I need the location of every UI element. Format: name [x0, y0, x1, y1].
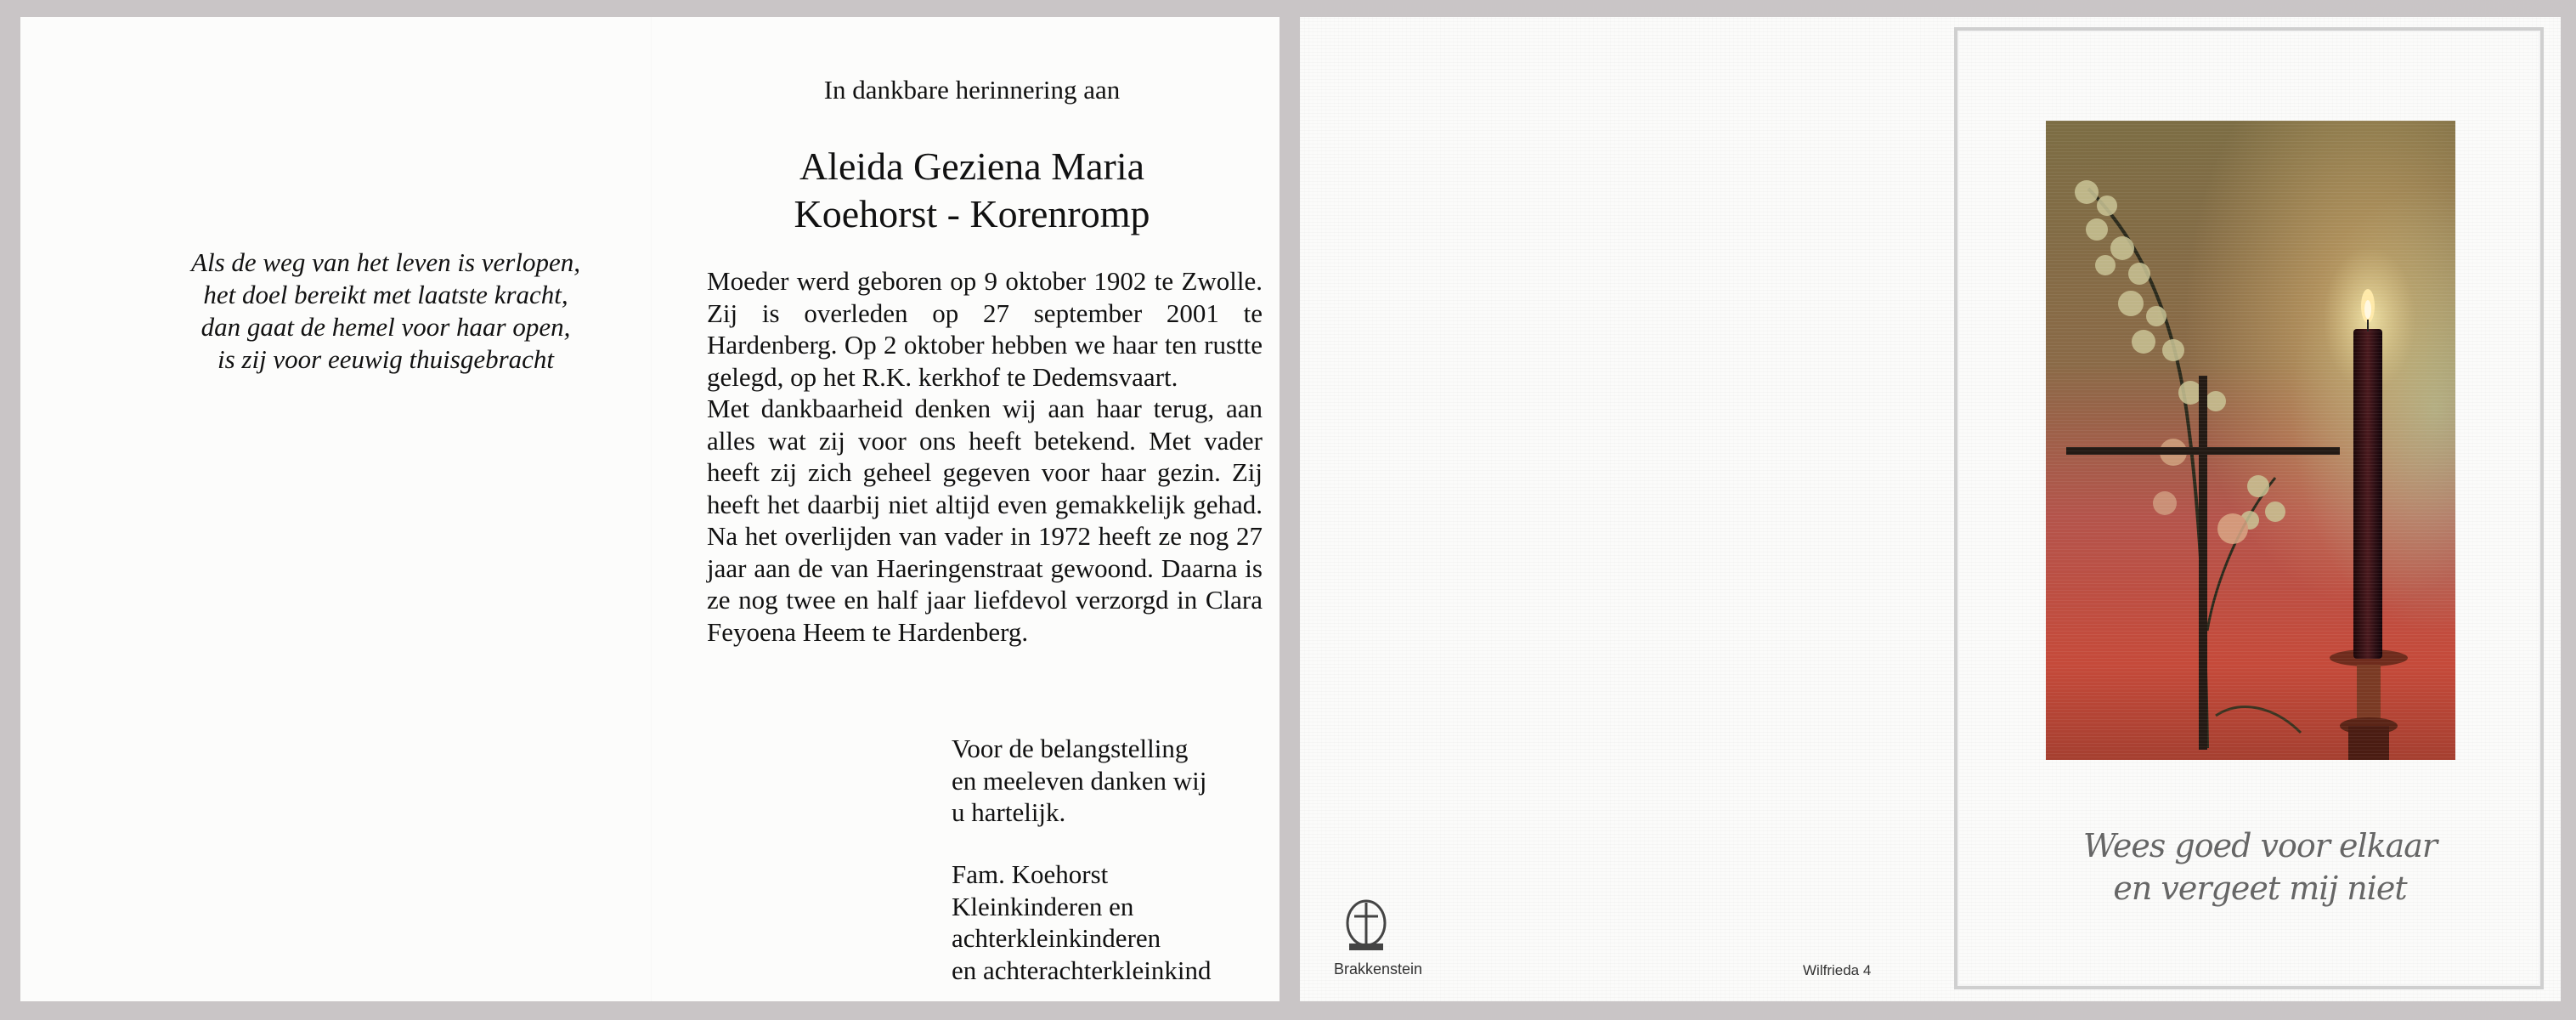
- bio-paragraph-1: Moeder werd geboren op 9 oktober 1902 te Zwolle. Zij is overleden op 27 september 2001 te Hardenberg. Op 2 oktober hebben we haar ten rustte gelegd, op het R.K. kerkhof te Dedemsvaart.: [707, 266, 1263, 392]
- card-code: Wilfrieda 4: [1803, 962, 1872, 978]
- name-line-1: Aleida Geziena Maria: [799, 144, 1145, 188]
- signature-line-4: en achterachterkleinkind: [952, 955, 1212, 985]
- card-inner-page: [20, 17, 1280, 1001]
- name-line-2: Koehorst - Korenromp: [794, 192, 1150, 235]
- signature-line-2: Kleinkinderen en: [952, 891, 1134, 921]
- thanks-text: [952, 733, 1274, 829]
- poem-line-3: dan gaat de hemel voor haar open,: [201, 312, 571, 342]
- poem-line-1: Als de weg van het leven is verlopen,: [191, 247, 580, 277]
- signature-line-3: achterkleinkinderen: [952, 923, 1161, 953]
- candle-cross-photo: [2046, 121, 2455, 760]
- biography: [707, 265, 1263, 648]
- card-cover-page: [1300, 17, 2561, 1001]
- poem-line-2: het doel bereikt met laatste kracht,: [203, 280, 568, 309]
- motto-line-1: Wees goed voor elkaar: [2082, 827, 2438, 864]
- family-signature: [952, 858, 1274, 986]
- publisher-name: Brakkenstein: [1334, 960, 1423, 978]
- fold-line: [651, 17, 652, 1001]
- poem-line-4: is zij voor eeuwig thuisgebracht: [217, 344, 555, 374]
- deceased-name: [683, 143, 1261, 238]
- intro-text: In dankbare herinnering aan: [823, 75, 1121, 105]
- motto-line-2: en vergeet mij niet: [2113, 870, 2407, 907]
- motto: [2022, 824, 2498, 910]
- publisher-logo-icon: [1341, 898, 1392, 952]
- thanks-line-1: Voor de belangstelling: [952, 734, 1189, 763]
- signature-line-1: Fam. Koehorst: [952, 859, 1109, 889]
- bio-paragraph-2: Met dankbaarheid denken wij aan haar terug, aan alles wat zij voor ons heeft betekend. Met vader heeft zij zich geheel gegeven voor haar gezin. Zij heeft het daarbij niet altijd even gemakkelijk gehad. Na het overlijden van vader in 1972 heeft ze nog 27 jaar aan de van Haeringenstraat gewoond. Daarna is ze nog twee en half jaar liefdevol verzorgd in Clara Feyoena Heem te Hardenberg.: [707, 394, 1263, 647]
- poem: [54, 246, 717, 376]
- thanks-line-3: u hartelijk.: [952, 797, 1066, 827]
- thanks-line-2: en meeleven danken wij: [952, 765, 1207, 796]
